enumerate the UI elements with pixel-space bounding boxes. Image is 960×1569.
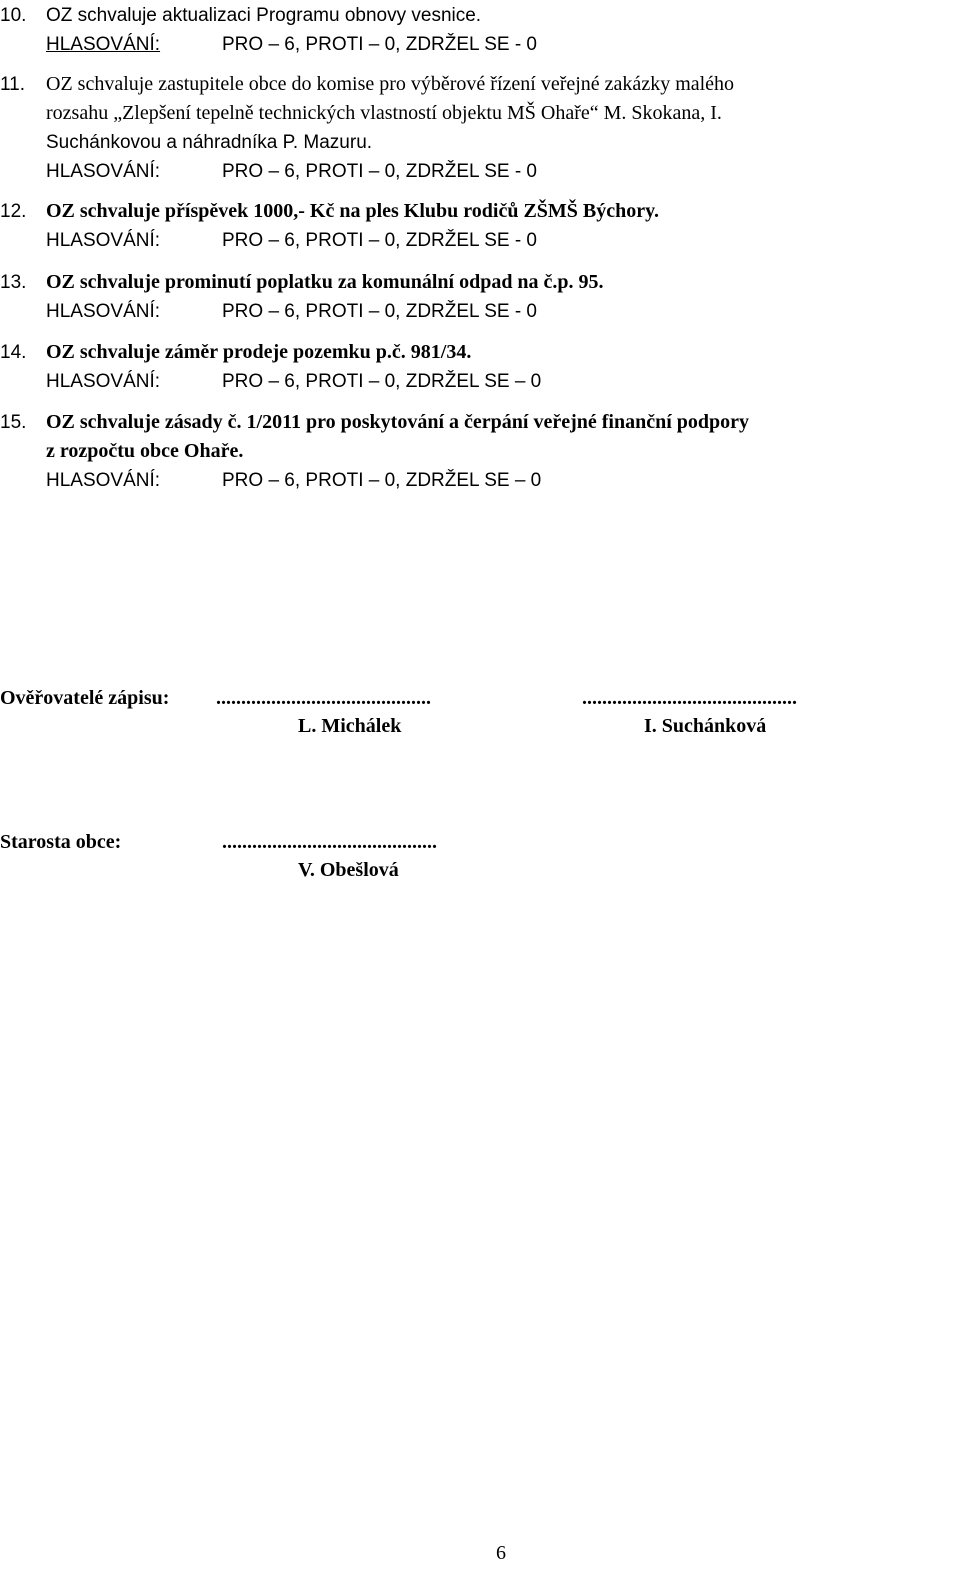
resolution-item [0,1,950,59]
vote-line [46,466,950,495]
vote-result: PRO – 6, PROTI – 0, ZDRŽEL SE - 0 [222,34,537,55]
item-text-line: OZ schvaluje zastupitele obce do komise pro výběrové řízení veřejné zakázky malého [46,73,735,95]
signature-line: ........................................... [216,687,431,709]
item-text: OZ schvaluje aktualizaci Programu obnovy vesnice. [46,5,482,26]
verifier-name: L. Michálek [298,715,402,737]
resolution-item [0,70,950,186]
vote-label: HLASOVÁNÍ: [46,34,161,55]
mayor-name: V. Obešlová [298,859,399,881]
vote-label: HLASOVÁNÍ: [46,230,161,251]
vote-label: HLASOVÁNÍ: [46,301,161,322]
vote-result: PRO – 6, PROTI – 0, ZDRŽEL SE - 0 [222,161,537,182]
item-number: 10. [0,5,27,26]
vote-line [46,30,950,59]
mayor-label: Starosta obce: [0,831,122,853]
item-text-line: OZ schvaluje zásady č. 1/2011 pro poskytování a čerpání veřejné finanční podpory [46,411,750,433]
item-number: 14. [0,342,27,363]
resolution-item [0,408,950,495]
vote-result: PRO – 6, PROTI – 0, ZDRŽEL SE - 0 [222,301,537,322]
item-number: 12. [0,201,27,222]
item-text-line: z rozpočtu obce Ohaře. [46,440,244,462]
item-number: 13. [0,272,27,293]
vote-line [46,367,950,396]
vote-label: HLASOVÁNÍ: [46,470,161,491]
item-text: OZ schvaluje záměr prodeje pozemku p.č. 981/34. [46,341,472,363]
verifier-name: I. Suchánková [644,715,767,737]
item-number: 15. [0,412,27,433]
verifiers-label: Ověřovatelé zápisu: [0,687,170,709]
item-text-line: rozsahu „Zlepšení tepelně technických vlastností objektu MŠ Ohaře“ M. Skokana, I. [46,102,722,124]
vote-line [46,226,950,255]
page-number: 6 [496,1542,506,1564]
vote-result: PRO – 6, PROTI – 0, ZDRŽEL SE - 0 [222,230,537,251]
vote-result: PRO – 6, PROTI – 0, ZDRŽEL SE – 0 [222,371,542,392]
item-text: OZ schvaluje prominutí poplatku za komunální odpad na č.p. 95. [46,271,604,293]
resolution-item [0,268,950,326]
signature-line: ........................................... [222,831,437,853]
vote-line [46,157,950,186]
resolution-item [0,338,950,396]
item-text: OZ schvaluje příspěvek 1000,- Kč na ples Klubu rodičů ZŠMŠ Býchory. [46,200,660,222]
vote-line [46,297,950,326]
item-number: 11. [0,74,26,95]
vote-result: PRO – 6, PROTI – 0, ZDRŽEL SE – 0 [222,470,542,491]
resolution-item [0,197,950,255]
item-text-line: Suchánkovou a náhradníka P. Mazuru. [46,132,373,153]
vote-label: HLASOVÁNÍ: [46,371,161,392]
vote-label: HLASOVÁNÍ: [46,161,161,182]
signature-line: ........................................... [582,687,797,709]
